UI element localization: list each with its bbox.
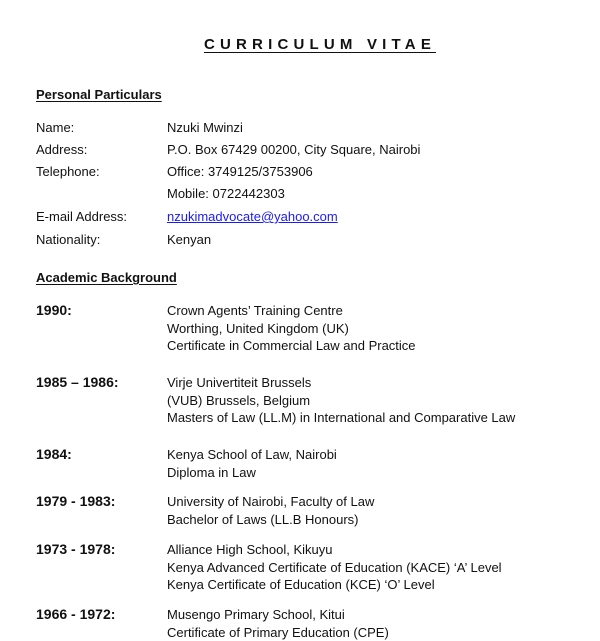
education-line: Musengo Primary School, Kitui: [167, 606, 389, 624]
education-details: [167, 302, 416, 355]
personal-particulars-heading: Personal Particulars: [36, 87, 162, 102]
address-label: Address:: [36, 142, 87, 157]
education-line: Bachelor of Laws (LL.B Honours): [167, 511, 374, 529]
nationality-label: Nationality:: [36, 232, 100, 247]
email-label: E-mail Address:: [36, 209, 127, 224]
education-details: [167, 606, 389, 641]
education-line: Diploma in Law: [167, 464, 337, 482]
email-link[interactable]: nzukimadvocate@yahoo.com: [167, 209, 338, 224]
office-phone-value: Office: 3749125/3753906: [167, 164, 313, 179]
name-label: Name:: [36, 120, 74, 135]
education-period: 1984:: [36, 446, 72, 462]
education-line: Crown Agents’ Training Centre: [167, 302, 416, 320]
education-line: Alliance High School, Kikuyu: [167, 541, 502, 559]
education-details: [167, 374, 515, 427]
mobile-phone-value: Mobile: 0722442303: [167, 186, 285, 201]
education-line: Kenya Certificate of Education (KCE) ‘O’ Level: [167, 576, 502, 594]
telephone-label: Telephone:: [36, 164, 100, 179]
education-line: (VUB) Brussels, Belgium: [167, 392, 515, 410]
education-period: 1985 – 1986:: [36, 374, 119, 390]
academic-background-heading: Academic Background: [36, 270, 177, 285]
nationality-value: Kenyan: [167, 232, 211, 247]
education-line: Kenya School of Law, Nairobi: [167, 446, 337, 464]
education-period: 1973 - 1978:: [36, 541, 115, 557]
education-period: 1979 - 1983:: [36, 493, 115, 509]
education-details: [167, 446, 337, 481]
education-line: Certificate in Commercial Law and Practice: [167, 337, 416, 355]
education-line: Masters of Law (LL.M) in International and Comparative Law: [167, 409, 515, 427]
education-line: Kenya Advanced Certificate of Education (KACE) ‘A’ Level: [167, 559, 502, 577]
education-line: Certificate of Primary Education (CPE): [167, 624, 389, 641]
education-period: 1966 - 1972:: [36, 606, 115, 622]
education-line: University of Nairobi, Faculty of Law: [167, 493, 374, 511]
name-value: Nzuki Mwinzi: [167, 120, 243, 135]
education-details: [167, 493, 374, 528]
document-title: CURRICULUM VITAE: [0, 36, 600, 53]
education-line: Virje Univertiteit Brussels: [167, 374, 515, 392]
education-period: 1990:: [36, 302, 72, 318]
address-value: P.O. Box 67429 00200, City Square, Nairobi: [167, 142, 420, 157]
education-details: [167, 541, 502, 594]
education-line: Worthing, United Kingdom (UK): [167, 320, 416, 338]
